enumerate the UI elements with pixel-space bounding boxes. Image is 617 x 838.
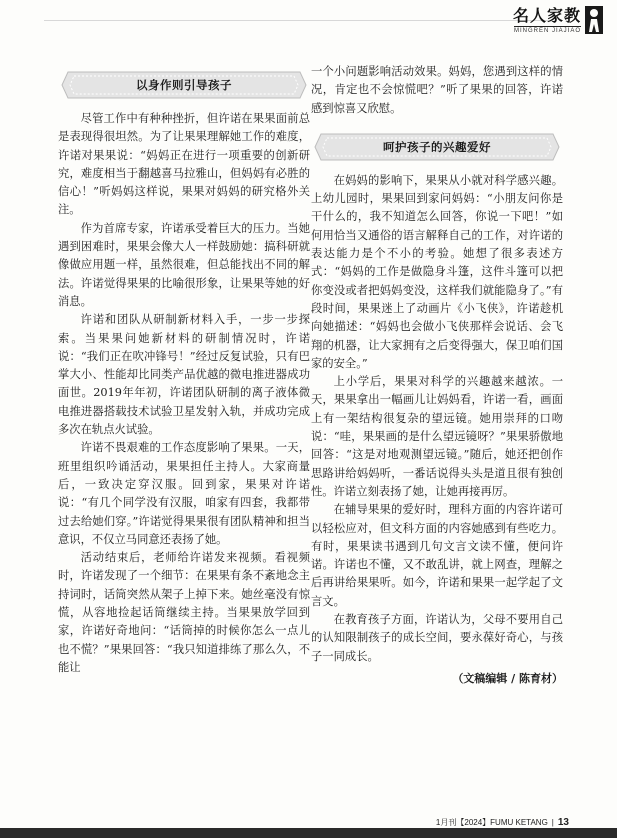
page-number: 13 — [557, 817, 569, 828]
magazine-title: 名人家教 — [512, 6, 581, 25]
section-heading: 以身作则引导孩子 — [136, 77, 232, 92]
masthead-text — [513, 6, 581, 34]
paragraph: 在辅导果果的爱好时，理科方面的内容许诺可以轻松应对，但文科方面的内容她感到有些吃力。有时，果果读书遇到几句文言文读不懂，便问许诺。许诺也不懂，又不敢乱讲，就上网查，理解之后再讲给果果听。如今，许诺和果果一起学起了文言文。 — [311, 503, 563, 608]
issue-label: 1月刊【2024】FUMU KETANG — [435, 818, 548, 827]
paragraph: 尽管工作中有种种挫折，但许诺在果果面前总是表现得很坦然。为了让果果理解她工作的难度，许诺对果果说：“妈妈正在进行一项重要的创新研究，难度相当于翻越喜马拉雅山，但妈妈有必胜的信心！”听妈妈这样说，果果对妈妈的研究格外关注。 — [58, 112, 310, 217]
paragraph: 上小学后，果果对科学的兴趣越来越浓。一天，果果拿出一幅画儿让妈妈看，许诺一看，画面上有一架结构很复杂的望远镜。她用崇拜的口吻说：“哇，果果画的是什么望远镜呀？”果果骄傲地回答：“这是对地观测望远镜。”随后，她还把创作思路讲给妈妈听，一番话说得头头是道且很有独创性。许诺立刻表扬了她，让她再接再厉。 — [311, 375, 563, 498]
paragraph: 许诺不畏艰难的工作态度影响了果果。一天，班里组织吟诵活动，果果担任主持人。大家商量后，一致决定穿汉服。回到家，果果对许诺说：“有几个同学没有汉服，咱家有四套，我都带过去给她们穿。”许诺觉得果果很有团队精神和担当意识，不仅立马同意还表扬了她。 — [58, 441, 310, 546]
section-banner — [311, 132, 563, 162]
kid-silhouette-logo-icon — [585, 6, 603, 34]
section-banner — [58, 70, 310, 100]
paragraph: 在教育孩子方面，许诺认为，父母不要用自己的认知限制孩子的成长空间，要永葆好奇心，与孩子一同成长。 — [311, 613, 563, 663]
paragraph: 作为首席专家，许诺承受着巨大的压力。当她遇到困难时，果果会像大人一样鼓励她：搞科研就像做应用题一样，虽然很难，但总能找出不同的解法。许诺觉得果果的比喻很形象，让果果等她的好消息。 — [58, 221, 310, 308]
paragraph: 许诺和团队从研制新材料入手，一步一步探索。当果果问她新材料的研制情况时，许诺说：“我们正在吹冲锋号！”经过反复试验，只有巴掌大小、性能却比同类产品优越的微电推进器成功面世。2019年年初，许诺团队研制的离子液体微电推进器搭载技术试验卫星发射入轨，并成功完成多次在轨点火试验。 — [58, 313, 310, 437]
section-heading: 呵护孩子的兴趣爱好 — [383, 139, 491, 154]
paragraph: 活动结束后，老师给许诺发来视频。看视频时，许诺发现了一个细节：在果果有条不紊地念主持词时，话筒突然从架子上掉下来。她丝毫没有惊慌，从容地捡起话筒继续主持。当果果放学回到家，许诺好奇地问：“话筒掉的时候你怎么一点儿也不慌？”果果回答：“我只知道排练了那么久，不能让 — [58, 551, 310, 674]
footer-separator: | — [551, 818, 554, 827]
magazine-subtitle: MINGREN JIAJIAO — [513, 28, 581, 34]
paragraph: 在妈妈的影响下，果果从小就对科学感兴趣。上幼儿园时，果果回到家问妈妈：“小朋友问你是干什么的，我不知道怎么回答，你说一下吧！”如何用恰当又通俗的语言解释自己的工作，对许诺的表达能力是个不小的考验。她想了很多表述方式：“妈妈的工作是做隐身斗篷，这件斗篷可以把你变没或者把妈妈变没，这样我们就能隐身了。”有段时间，果果迷上了动画片《小飞侠》，许诺趁机向她描述：“妈妈也会做小飞侠那样会说话、会飞翔的机器，让大家拥有之后变得强大，保卫咱们国家的安全。” — [311, 173, 563, 370]
masthead — [513, 6, 603, 42]
page-footer — [436, 817, 569, 828]
right-column — [311, 63, 563, 688]
paragraph-continuation: 一个小问题影响活动效果。妈妈，您遇到这样的情况，肯定也不会惊慌吧？”听了果果的回答，许诺感到惊喜又欣慰。 — [311, 65, 563, 115]
left-column — [58, 64, 310, 677]
editor-credit: （文稿编辑 / 陈育材） — [452, 671, 563, 685]
bottom-band — [0, 828, 617, 838]
header-rule — [44, 20, 551, 21]
